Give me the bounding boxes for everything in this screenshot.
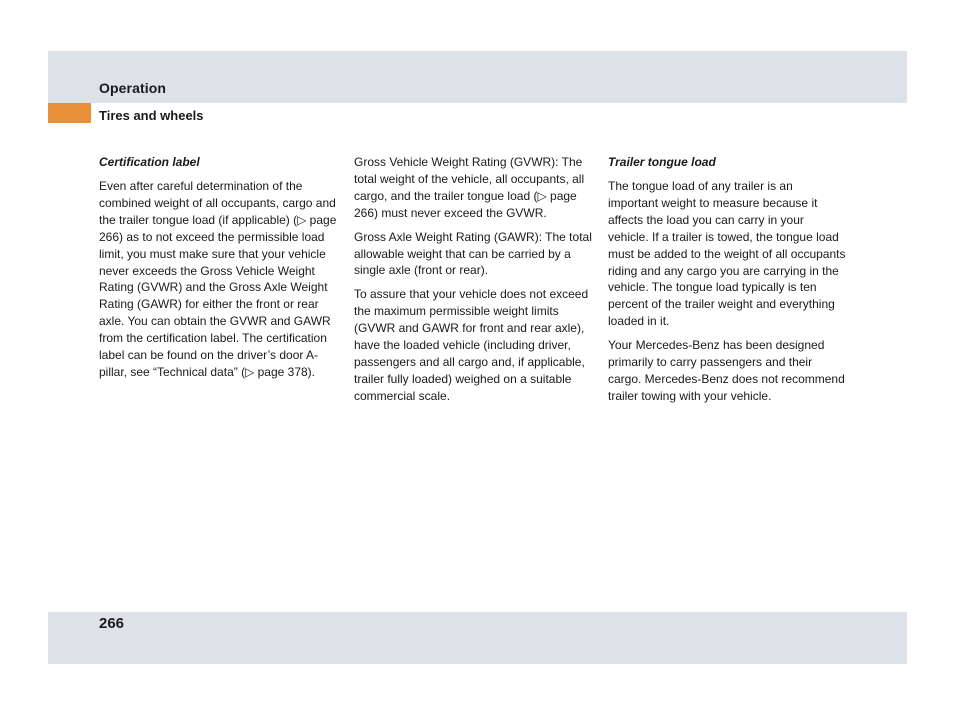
column-2 bbox=[354, 154, 592, 412]
page-number: 266 bbox=[99, 615, 125, 632]
column-3-paragraph-2: Your Mercedes-Benz has been designed primarily to carry passengers and their cargo. Mercedes-Benz does not recommend trailer towing with your vehicle. bbox=[608, 338, 845, 403]
column-3 bbox=[608, 154, 846, 412]
subsection-title: Tires and wheels bbox=[99, 108, 204, 123]
section-marker-tab bbox=[48, 103, 91, 123]
column-3-heading: Trailer tongue load bbox=[608, 155, 716, 169]
column-3-paragraph-1: The tongue load of any trailer is an important weight to measure because it affects the load you can carry in your vehicle. If a trailer is towed, the tongue load must be added to the weight of all occupants riding and any cargo you are carrying in the vehicle. The tongue load typically is ten percent of the trailer weight and everything loaded in it. bbox=[608, 179, 846, 329]
header-band bbox=[48, 51, 907, 103]
column-2-paragraph-1: Gross Vehicle Weight Rating (GVWR): The total weight of the vehicle, all occupants, all cargo, and the trailer tongue load (▷ page 266) must never exceed the GVWR. bbox=[354, 155, 585, 220]
column-2-paragraph-2: Gross Axle Weight Rating (GAWR): The total allowable weight that can be carried by a single axle (front or rear). bbox=[354, 229, 592, 278]
section-title: Operation bbox=[99, 80, 167, 96]
column-1-heading: Certification label bbox=[99, 155, 200, 169]
column-1-paragraph-1: Even after careful determination of the combined weight of all occupants, cargo and the trailer tongue load (if applicable) (▷ page 266) as to not exceed the permissible load limit, you must make sure that your vehicle never exceeds the Gross Vehicle Weight Rating (GVWR) and the Gross Axle Weight Rating (GAWR) for either the front or rear axle. You can obtain the GVWR and GAWR from the certification label. The certification label can be found on the driver’s door A-pillar, see “Technical data” (▷ page 378). bbox=[99, 179, 337, 379]
column-1 bbox=[99, 154, 337, 388]
column-2-paragraph-3: To assure that your vehicle does not exceed the maximum permissible weight limits (GVWR and GAWR for front and rear axle), have the loaded vehicle (including driver, passengers and all cargo and, if applicable, trailer fully loaded) weighed on a suitable commercial scale. bbox=[354, 287, 589, 403]
footer-band bbox=[48, 612, 907, 664]
